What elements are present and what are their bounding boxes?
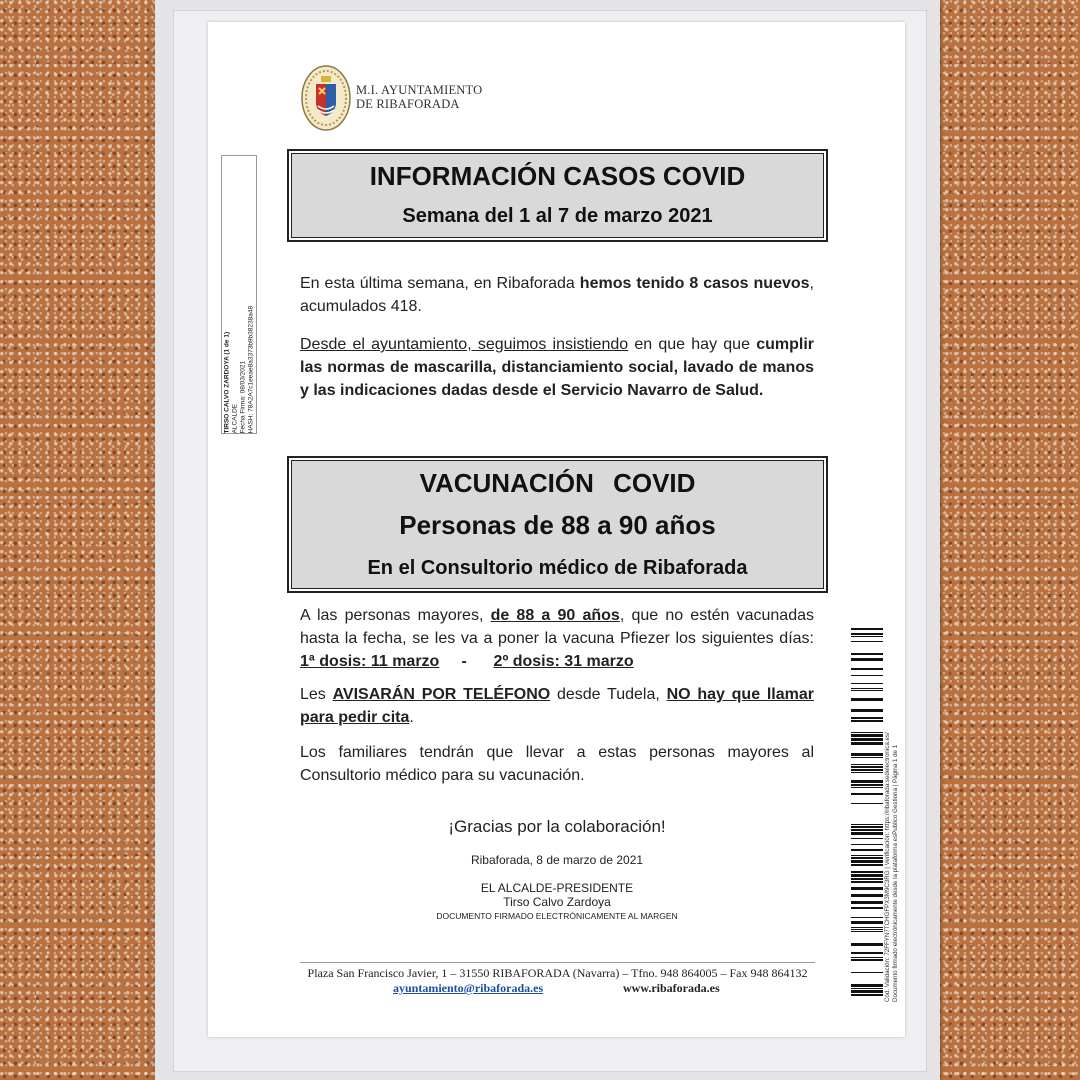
barcode-bar bbox=[851, 780, 883, 783]
footer-address: Plaza San Francisco Javier, 1 – 31550 RIBAFORADA (Navarra) – Tfno. 948 864005 – Fax 948 864132 bbox=[307, 966, 808, 980]
barcode-bar bbox=[851, 855, 883, 856]
barcode-bar bbox=[851, 824, 883, 825]
barcode-bar bbox=[851, 757, 883, 758]
barcode-bar bbox=[851, 784, 883, 786]
cases-text-a: En esta última semana, en Ribaforada bbox=[300, 275, 580, 292]
vaccination-dates-paragraph bbox=[300, 604, 814, 673]
mayor-name: Tirso Calvo Zardoya bbox=[503, 895, 611, 909]
barcode-bar bbox=[851, 738, 883, 741]
barcode-bar bbox=[851, 764, 883, 765]
barcode-bar bbox=[851, 984, 883, 987]
barcode-bar bbox=[851, 849, 883, 851]
barcode-bar bbox=[851, 871, 883, 873]
vacc-text-a: A las personas mayores, bbox=[300, 607, 491, 624]
barcode-bar bbox=[851, 901, 883, 904]
barcode-bar bbox=[851, 628, 883, 630]
barcode-bar bbox=[851, 917, 883, 918]
cases-count: hemos tenido 8 casos nuevos bbox=[579, 275, 810, 292]
vaccination-title: VACUNACIÓN COVID bbox=[419, 468, 696, 498]
barcode-bar bbox=[851, 717, 883, 719]
barcode-bar bbox=[851, 720, 883, 722]
barcode-bar bbox=[851, 943, 883, 946]
first-dose-date: 1ª dosis: 11 marzo bbox=[300, 653, 440, 670]
barcode-bar bbox=[851, 874, 883, 877]
vaccination-age-group: Personas de 88 a 90 años bbox=[399, 510, 716, 540]
barcode-bar bbox=[851, 878, 883, 880]
signature-line-4: HASH: 78A2A7c1eeae8a3373b9b38238a48 bbox=[247, 305, 255, 434]
norms-text-c: cumplir las normas de mascarilla, distanciamiento social, lavado de manos y las indicaciones dadas desde el Servicio Navarro de Salud. bbox=[300, 336, 814, 399]
covid-cases-week: Semana del 1 al 7 de marzo 2021 bbox=[402, 205, 713, 227]
norms-paragraph bbox=[300, 333, 814, 402]
footer-email-link[interactable]: ayuntamiento@ribaforada.es bbox=[393, 981, 544, 995]
barcode-bar bbox=[851, 931, 883, 932]
signature-line-3: Fecha Firma: 08/03/2021 bbox=[239, 360, 247, 434]
barcode-bar bbox=[851, 709, 883, 712]
barcode-bar bbox=[851, 753, 883, 756]
vacc-age-range: de 88 a 90 años bbox=[490, 607, 620, 624]
barcode-bar bbox=[851, 787, 883, 788]
barcode-bar bbox=[851, 633, 883, 635]
verification-text bbox=[884, 628, 908, 1002]
barcode-bar bbox=[851, 844, 883, 845]
barcode-bar bbox=[851, 988, 883, 989]
barcode-bar bbox=[851, 921, 883, 924]
barcode-bar bbox=[851, 972, 883, 973]
barcode-bar bbox=[851, 838, 883, 839]
phone-text-e: . bbox=[409, 709, 414, 726]
barcode-bar bbox=[851, 772, 883, 773]
covid-cases-title: INFORMACIÓN CASOS COVID bbox=[369, 161, 746, 191]
barcode-bar bbox=[851, 907, 883, 909]
barcode-bar bbox=[851, 732, 883, 733]
barcode-bar bbox=[851, 857, 883, 859]
barcode-bar bbox=[851, 957, 883, 958]
barcode bbox=[851, 628, 883, 1002]
barcode-bar bbox=[851, 641, 883, 642]
barcode-bar bbox=[851, 881, 883, 883]
barcode-bar bbox=[851, 793, 883, 795]
org-line-1: M.I. AYUNTAMIENTO bbox=[356, 83, 483, 97]
vaccination-header-box bbox=[287, 456, 828, 593]
electronic-signature-note: DOCUMENTO FIRMADO ELECTRÓNICAMENTE AL MARGEN bbox=[436, 911, 678, 921]
barcode-bar bbox=[851, 929, 883, 930]
verification-line-1: Cód. Validación: 72FFYN7TCHGFPX3M9C3RG | Verificación: https://ribaforada.sedelectronica.es/ bbox=[884, 732, 891, 1002]
barcode-bar bbox=[851, 668, 883, 670]
barcode-bar bbox=[851, 860, 883, 863]
org-line-2: DE RIBAFORADA bbox=[356, 97, 460, 111]
barcode-bar bbox=[851, 864, 883, 866]
barcode-bar bbox=[851, 769, 883, 771]
cases-total: , acumulados 418. bbox=[300, 275, 814, 315]
barcode-bar bbox=[851, 803, 883, 804]
barcode-bar bbox=[851, 742, 883, 745]
signature-stamp bbox=[221, 155, 257, 434]
verification-line-2: Documento firmado electrónicamente desde la plataforma esPublico Gestiona | Página 1 de 1 bbox=[892, 744, 899, 1002]
signature-line-2: ALCALDE bbox=[231, 403, 239, 434]
barcode-bar bbox=[851, 994, 883, 996]
mayor-role: EL ALCALDE-PRESIDENTE bbox=[480, 881, 634, 895]
phone-notice-paragraph bbox=[300, 683, 814, 729]
phone-text-c: desde Tudela, bbox=[550, 686, 667, 703]
vaccination-place: En el Consultorio médico de Ribaforada bbox=[367, 557, 748, 579]
second-dose-date: 2º dosis: 31 marzo bbox=[493, 653, 634, 670]
dose-separator: - bbox=[439, 653, 494, 670]
phone-text-a: Les bbox=[300, 686, 333, 703]
footer-website: www.ribaforada.es bbox=[623, 981, 720, 995]
barcode-bar bbox=[851, 688, 883, 689]
no-appointment-notice: NO hay que llamar para pedir cita bbox=[300, 686, 814, 726]
norms-text-a: Desde el ayuntamiento, seguimos insistiendo bbox=[300, 336, 629, 353]
footer-divider bbox=[300, 962, 815, 963]
barcode-bar bbox=[851, 894, 883, 897]
family-paragraph: Los familiares tendrán que llevar a estas personas mayores al Consultorio médico para su vacunación. bbox=[300, 744, 814, 784]
coat-of-arms-logo bbox=[300, 64, 352, 132]
barcode-bar bbox=[851, 887, 883, 890]
barcode-bar bbox=[851, 653, 883, 655]
barcode-bar bbox=[851, 683, 883, 684]
barcode-bar bbox=[851, 698, 883, 701]
barcode-bar bbox=[851, 636, 883, 637]
organization-name bbox=[356, 83, 482, 111]
cases-paragraph bbox=[300, 272, 814, 318]
barcode-bar bbox=[851, 829, 883, 831]
signing-date: Ribaforada, 8 de marzo de 2021 bbox=[470, 853, 644, 867]
barcode-bar bbox=[851, 952, 883, 954]
barcode-bar bbox=[851, 826, 883, 828]
barcode-bar bbox=[851, 690, 883, 691]
barcode-bar bbox=[851, 734, 883, 737]
barcode-bar bbox=[851, 990, 883, 993]
thanks-text: ¡Gracias por la colaboración! bbox=[448, 817, 666, 836]
barcode-bar bbox=[851, 675, 883, 676]
barcode-bar bbox=[851, 959, 883, 961]
barcode-bar bbox=[851, 927, 883, 928]
phone-notice: AVISARÁN POR TELÉFONO bbox=[332, 686, 551, 703]
barcode-bar bbox=[851, 658, 883, 661]
signature-line-1: TIRSO CALVO ZARDOYA (1 de 1) bbox=[223, 331, 231, 434]
norms-text-b: en que hay que bbox=[628, 336, 757, 353]
covid-cases-header-box bbox=[287, 149, 828, 242]
barcode-bar bbox=[851, 766, 883, 768]
barcode-bar bbox=[851, 832, 883, 835]
vacc-text-c: , que no estén vacunadas hasta la fecha, se les va a poner la vacuna Pfiezer los siguientes días: bbox=[300, 607, 814, 647]
